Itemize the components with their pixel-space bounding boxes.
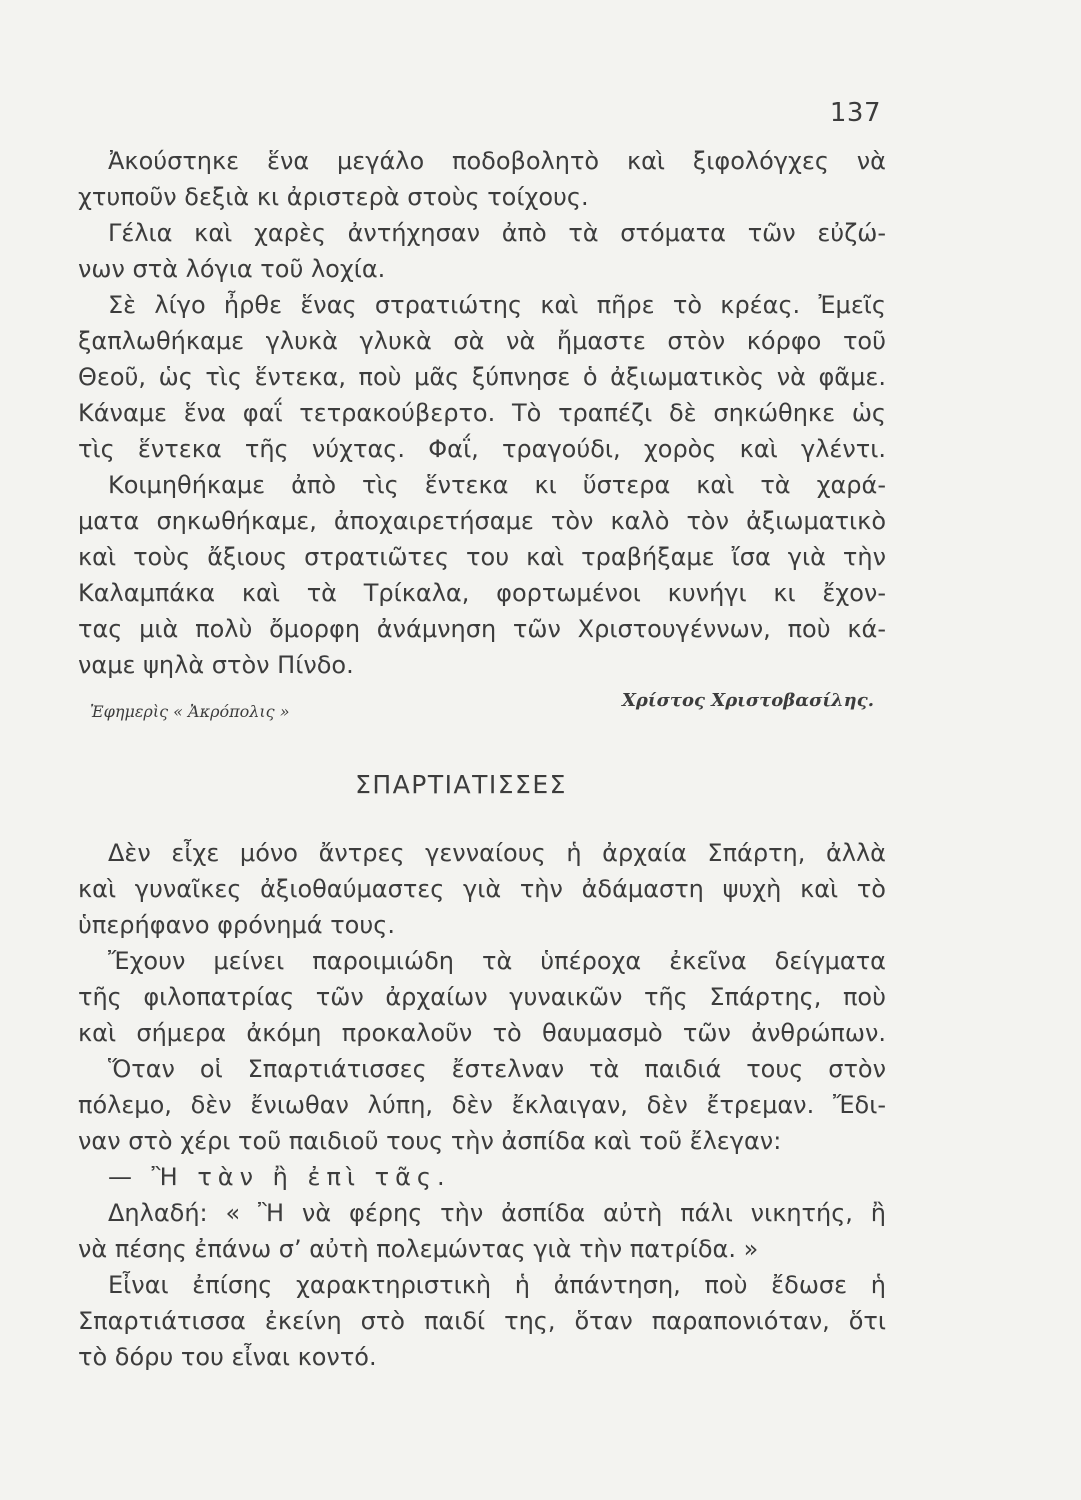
text-line: ξαπλωθήκαμε γλυκὰ γλυκὰ σὰ νὰ ἤμαστε στὸν κόρφο τοῦ — [78, 327, 886, 355]
source-citation: Ἐφημερὶς « Ἀκρόπολις » — [90, 702, 290, 721]
text-line: ναμε ψηλὰ στὸν Πίνδο. — [78, 651, 354, 679]
text-line: τὶς ἕντεκα τῆς νύχτας. Φαΐ, τραγούδι, χορὸς καὶ γλέντι. — [78, 435, 886, 463]
text-line: Ἀκούστηκε ἕνα μεγάλο ποδοβολητὸ καὶ ξιφολόγχες νὰ — [108, 147, 886, 175]
text-line: ὑπερήφανο φρόνημά τους. — [78, 911, 395, 939]
text-line: Κάναμε ἕνα φαΐ τετρακούβερτο. Τὸ τραπέζι δὲ σηκώθηκε ὡς — [78, 399, 886, 427]
text-line: Δὲν εἶχε μόνο ἄντρες γενναίους ἡ ἀρχαία Σπάρτη, ἀλλὰ — [108, 839, 886, 867]
section-title: ΣΠΑΡΤΙΑΤΙΣΣΕΣ — [355, 770, 567, 799]
text-line: τὸ δόρυ του εἶναι κοντό. — [78, 1343, 377, 1371]
text-line: Κοιμηθήκαμε ἀπὸ τὶς ἕντεκα κι ὕστερα καὶ τὰ χαρά- — [108, 471, 886, 499]
text-line: καὶ γυναῖκες ἀξιοθαύμαστες γιὰ τὴν ἀδάμαστη ψυχὴ καὶ τὸ — [78, 875, 886, 903]
text-line: ναν στὸ χέρι τοῦ παιδιοῦ τους τὴν ἀσπίδα καὶ τοῦ ἔλεγαν: — [78, 1127, 782, 1155]
text-line: Ὅταν οἱ Σπαρτιάτισσες ἔστελναν τὰ παιδιά τους στὸν — [108, 1055, 886, 1083]
spartan-saying: — Ἢ τὰν ἢ ἐπὶ τᾶς. — [108, 1163, 451, 1191]
text-line: Ἔχουν μείνει παροιμιώδη τὰ ὑπέροχα ἐκεῖνα δείγματα — [108, 947, 886, 975]
page-number: 137 — [829, 98, 881, 128]
text-line: Καλαμπάκα καὶ τὰ Τρίκαλα, φορτωμένοι κυνήγι κι ἔχον- — [78, 579, 886, 607]
text-line: τῆς φιλοπατρίας τῶν ἀρχαίων γυναικῶν τῆς Σπάρτης, ποὺ — [78, 983, 886, 1011]
text-line: Εἶναι ἐπίσης χαρακτηριστικὴ ἡ ἀπάντηση, ποὺ ἔδωσε ἡ — [108, 1271, 886, 1299]
text-line: Δηλαδή: « Ἢ νὰ φέρης τὴν ἀσπίδα αὐτὴ πάλι νικητής, ἢ — [108, 1199, 886, 1227]
text-line: Σπαρτιάτισσα ἐκείνη στὸ παιδί της, ὅταν παραπονιόταν, ὅτι — [78, 1307, 886, 1335]
text-line: καὶ τοὺς ἄξιους στρατιῶτες του καὶ τραβήξαμε ἴσα γιὰ τὴν — [78, 543, 886, 571]
text-line: νὰ πέσης ἐπάνω σ’ αὐτὴ πολεμώντας γιὰ τὴν πατρίδα. » — [78, 1235, 759, 1263]
text-line: καὶ σήμερα ἀκόμη προκαλοῦν τὸ θαυμασμὸ τῶν ἀνθρώπων. — [78, 1019, 886, 1047]
text-line: Θεοῦ, ὡς τὶς ἕντεκα, ποὺ μᾶς ξύπνησε ὁ ἀξιωματικὸς νὰ φᾶμε. — [78, 363, 886, 391]
story-ending-text — [78, 143, 886, 683]
text-line: Γέλια καὶ χαρὲς ἀντήχησαν ἀπὸ τὰ στόματα τῶν εὐζώ- — [108, 219, 886, 247]
text-line: χτυποῦν δεξιὰ κι ἀριστερὰ στοὺς τοίχους. — [78, 183, 589, 211]
text-line: ματα σηκωθήκαμε, ἀποχαιρετήσαμε τὸν καλὸ τὸν ἀξιωματικὸ — [78, 507, 886, 535]
text-line: νων στὰ λόγια τοῦ λοχία. — [78, 255, 386, 283]
author-signature: Χρίστος Χριστοβασίλης. — [621, 690, 874, 711]
text-line: πόλεμο, δὲν ἔνιωθαν λύπη, δὲν ἔκλαιγαν, δὲν ἔτρεμαν. Ἔδι- — [78, 1091, 886, 1119]
attribution-row — [78, 690, 886, 730]
spartan-women-text — [78, 835, 886, 1375]
text-line: Σὲ λίγο ἦρθε ἕνας στρατιώτης καὶ πῆρε τὸ κρέας. Ἐμεῖς — [108, 291, 886, 319]
text-line: τας μιὰ πολὺ ὄμορφη ἀνάμνηση τῶν Χριστουγέννων, ποὺ κά- — [78, 615, 886, 643]
